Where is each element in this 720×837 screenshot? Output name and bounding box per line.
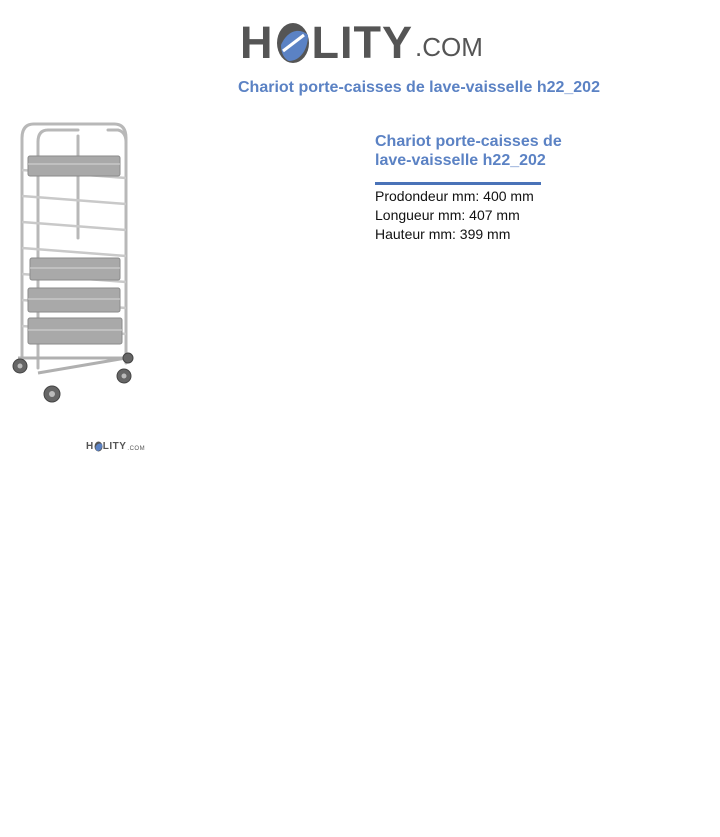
spec-depth: Prodondeur mm: 400 mm (375, 188, 534, 204)
watermark-letters-after: LITY (102, 441, 127, 452)
logo-o-icon (275, 21, 311, 65)
spec-length: Longueur mm: 407 mm (375, 207, 520, 223)
watermark-letters-before: H (86, 441, 94, 452)
watermark-suffix: .COM (127, 446, 146, 452)
image-watermark-logo (86, 441, 145, 452)
product-info (375, 132, 575, 244)
product-name-line1: Chariot porte-caisses de (375, 133, 562, 150)
watermark-o-icon (94, 441, 103, 452)
logo-suffix: .COM (415, 32, 483, 62)
product-name (375, 132, 575, 170)
page-title: Chariot porte-caisses de lave-vaisselle h22_202 (238, 79, 600, 96)
title-divider (375, 182, 541, 185)
logo-letters-after: LITY (311, 17, 413, 68)
spec-height: Hauteur mm: 399 mm (375, 226, 511, 242)
brand-logo[interactable] (240, 10, 483, 68)
product-image[interactable] (8, 118, 138, 410)
logo-letters-before: H (240, 17, 274, 68)
product-name-line2: lave-vaisselle h22_202 (375, 152, 546, 169)
